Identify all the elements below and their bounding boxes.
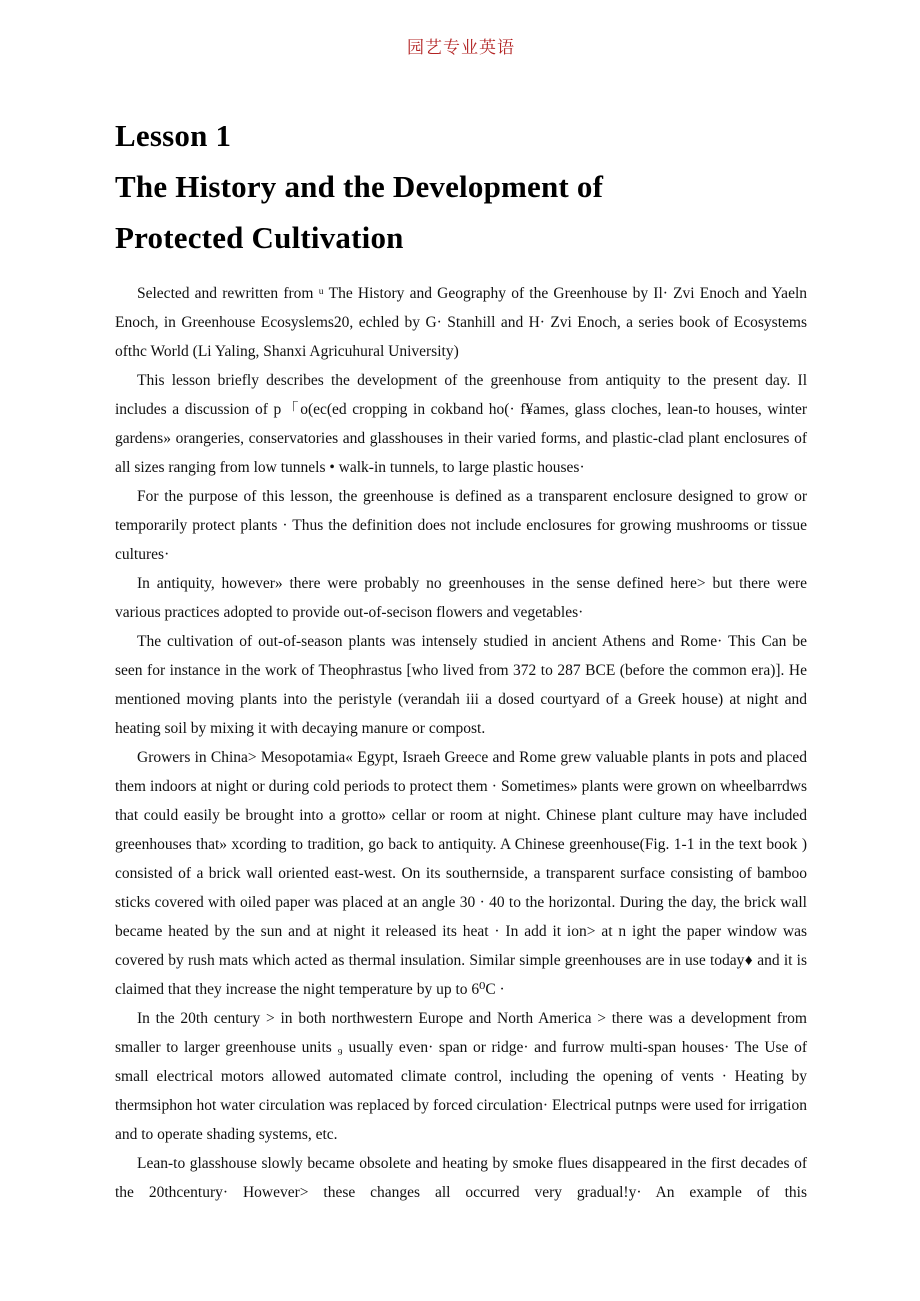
paragraph-athens-rome: The cultivation of out-of-season plants was intensely studied in ancient Athens and Rome· This Can be seen for instance in the work of Theophrastus [who lived from 372 to 287 BCE (before the common era)]. He mentioned moving plants into the peristyle (verandah iii a dosed courtyard of a Greek house) at night and heating soil by mixing it with decaying manure or compost. bbox=[115, 633, 807, 737]
paragraph-lesson-overview: This lesson briefly describes the development of the greenhouse from antiquity to the present day. Il includes a discussion of p「o(ec(ed cropping in cokband ho(· f¥ames, glass cloches, lean-to houses, winter gardens» orangeries, conservatories and glasshouses in their varied forms, and plastic-clad plant enclosures of all sizes ranging from low tunnels • walk-in tunnels, to large plastic houses· bbox=[115, 372, 807, 476]
paragraph-definition: For the purpose of this lesson, the greenhouse is defined as a transparent enclosure designed to grow or temporarily protect plants · Thus the definition does not include enclosures for growing mushrooms or tissue cultures· bbox=[115, 488, 807, 563]
paragraph-antiquity: In antiquity, however» there were probably no greenhouses in the sense defined here> but there were various practices adopted to provide out-of-secison flowers and vegetables· bbox=[115, 575, 807, 621]
lesson-title bbox=[115, 110, 807, 263]
paragraph-20th-century: In the 20th century > in both northwestern Europe and North America > there was a development from smaller to larger greenhouse units ₉ usually even· span or ridge· and furrow multi-span houses· The Use of small electrical motors allowed automated climate control, including the opening of vents · Heating by thermsiphon hot water circulation was replaced by forced circulation· Electrical putnps were used for irrigation and to operate shading systems, etc. bbox=[115, 1010, 807, 1143]
title-line-2: Protected Cultivation bbox=[115, 220, 404, 255]
page-header: 园艺专业英语 bbox=[407, 38, 515, 57]
paragraph-source-note: Selected and rewritten from ᵘ The History and Geography of the Greenhouse by Il· Zvi Enoch and Yaeln Enoch, in Greenhouse Ecosyslems20, echled by G· Stanhill and H· Zvi Enoch, a series book of Ecosystems ofthc World (Li Yaling, Shanxi Agricuhural University) bbox=[115, 285, 807, 360]
paragraph-lean-to: Lean-to glasshouse slowly became obsolete and heating by smoke flues disappeared in the first decades of the 20thcentury· However> these changes all occurred very gradual!y· An example of this bbox=[115, 1155, 807, 1201]
document-body bbox=[115, 279, 807, 1207]
paragraph-growers-china: Growers in China> Mesopotamia« Egypt, Israeh Greece and Rome grew valuable plants in pots and placed them indoors at night or during cold periods to protect them · Sometimes» plants were grown on wheelbarrdws that could easily be brought into a grotto» cellar or room at night. Chinese plant culture may have included greenhouses that» xcording to tradition, go back to antiquity. A Chinese greenhouse(Fig. 1-1 in the text book ) consisted of a brick wall oriented east-west. On its southernside, a transparent surface consisting of bamboo sticks covered with oiled paper was placed at an angle 30 · 40 to the horizontal. During the day, the brick wall became heated by the sun and at night it released its heat · In add it ion> at n ight the paper window was covered by rush mats which acted as thermal insulation. Similar simple greenhouses are in use today♦ and it is claimed that they increase the night temperature by up to 6⁰C · bbox=[115, 749, 807, 998]
lesson-number: Lesson 1 bbox=[115, 118, 232, 153]
title-line-1: The History and the Development of bbox=[115, 169, 604, 204]
